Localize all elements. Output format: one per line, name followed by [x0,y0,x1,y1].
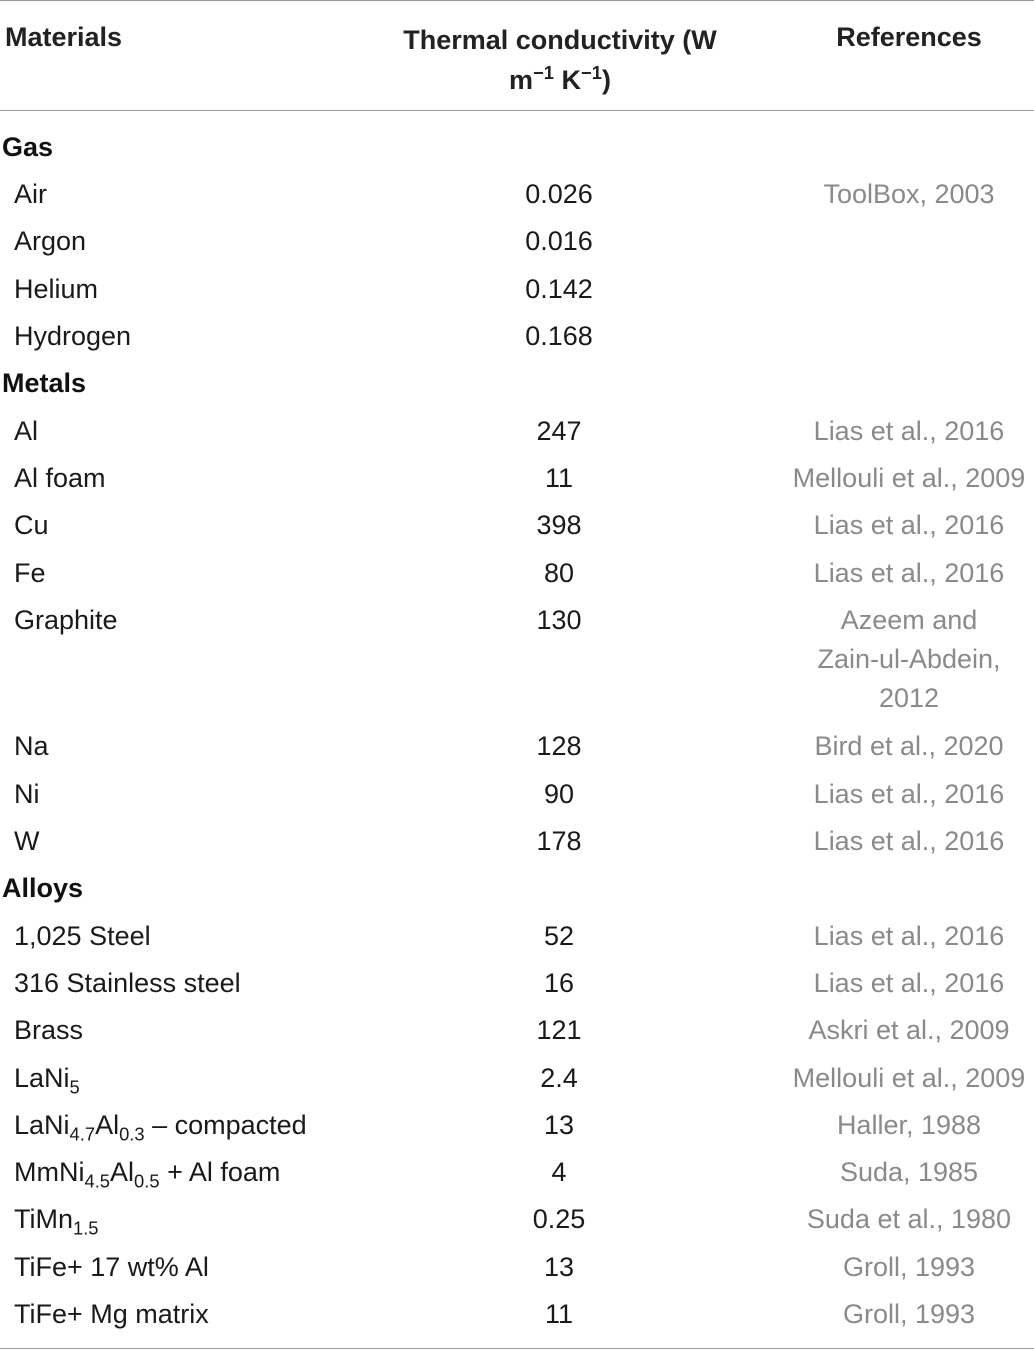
reference-graphite [784,601,1034,718]
reference-w: Lias et al., 2016 [813,826,1005,856]
header-materials: Materials [5,22,123,52]
value-lani5: 2.4 [540,1063,578,1093]
reference-lani5: Mellouli et al., 2009 [792,1063,1026,1093]
header-tc-m: m [509,65,534,95]
value-al: 247 [536,416,582,446]
material-w: W [14,826,40,856]
material-air: Air [14,179,47,209]
header-tc-close: ) [601,65,611,95]
header-rule [0,110,1034,111]
reference-fe: Lias et al., 2016 [813,558,1005,588]
reference-al-foam: Mellouli et al., 2009 [792,463,1026,493]
material-tife-mg: TiFe+ Mg matrix [14,1299,209,1329]
material-1025-steel: 1,025 Steel [14,921,151,951]
section-alloys: Alloys [2,873,84,903]
material-cu: Cu [14,510,49,540]
timn15-sub: 1.5 [73,1217,99,1239]
header-tc-m-exp: −1 [533,62,554,83]
mmni45al05-sub2: 0.5 [134,1170,160,1192]
reference-graphite-line2: Zain-ul-Abdein, [817,644,1001,674]
value-w: 178 [536,826,582,856]
material-316-stainless: 316 Stainless steel [14,968,241,998]
material-na: Na [14,731,49,761]
mmni45al05-p3: + Al foam [159,1157,281,1187]
value-lani47al03: 13 [543,1110,575,1140]
material-timn15 [14,1202,99,1239]
material-lani5 [14,1061,80,1098]
reference-tife-mg: Groll, 1993 [842,1299,976,1329]
value-tife-al: 13 [543,1252,575,1282]
value-al-foam: 11 [544,463,574,493]
header-tc-k: K [561,65,582,95]
lani5-base: LaNi [14,1063,70,1093]
value-hydrogen: 0.168 [525,321,593,351]
reference-lani47al03: Haller, 1988 [836,1110,982,1140]
reference-na: Bird et al., 2020 [814,731,1004,761]
lani5-sub: 5 [69,1076,80,1098]
header-tc-k-exp: −1 [581,62,602,83]
mmni45al05-p1: MmNi [14,1157,85,1187]
lani47al03-p1: LaNi [14,1110,70,1140]
section-gas: Gas [2,132,54,162]
lani47al03-p2: Al [95,1110,120,1140]
material-mmni45al05 [14,1155,281,1192]
material-graphite: Graphite [14,605,118,635]
lani47al03-p3: – compacted [144,1110,307,1140]
value-fe: 80 [543,558,575,588]
reference-air: ToolBox, 2003 [823,179,995,209]
value-mmni45al05: 4 [551,1157,567,1187]
reference-graphite-line3: 2012 [878,683,940,713]
header-references: References [836,22,982,52]
header-thermal-conductivity [388,20,732,100]
reference-cu: Lias et al., 2016 [813,510,1005,540]
value-ni: 90 [543,779,575,809]
value-helium: 0.142 [525,274,593,304]
material-al-foam: Al foam [14,463,106,493]
reference-316-stainless: Lias et al., 2016 [813,968,1005,998]
section-metals: Metals [2,368,87,398]
value-1025-steel: 52 [543,921,575,951]
material-lani47al03 [14,1108,307,1145]
reference-al: Lias et al., 2016 [813,416,1005,446]
value-timn15: 0.25 [532,1204,586,1234]
material-argon: Argon [14,226,87,256]
reference-graphite-line1: Azeem and [840,605,978,635]
mmni45al05-p2: Al [110,1157,135,1187]
lani47al03-sub2: 0.3 [119,1123,145,1145]
reference-mmni45al05: Suda, 1985 [839,1157,979,1187]
timn15-base: TiMn [14,1204,73,1234]
value-air: 0.026 [525,179,593,209]
value-brass: 121 [536,1015,582,1045]
material-ni: Ni [14,779,40,809]
material-hydrogen: Hydrogen [14,321,132,351]
value-graphite: 130 [536,605,582,635]
value-tife-mg: 11 [544,1299,574,1329]
reference-1025-steel: Lias et al., 2016 [813,921,1005,951]
lani47al03-sub1: 4.7 [69,1123,96,1145]
reference-brass: Askri et al., 2009 [808,1015,1010,1045]
reference-ni: Lias et al., 2016 [813,779,1005,809]
value-cu: 398 [536,510,582,540]
value-na: 128 [536,731,582,761]
reference-tife-al: Groll, 1993 [842,1252,976,1282]
material-fe: Fe [14,558,46,588]
top-rule [0,0,1034,1]
bottom-rule [0,1348,1034,1349]
material-tife-al: TiFe+ 17 wt% Al [14,1252,209,1282]
material-al: Al [14,416,39,446]
value-316-stainless: 16 [543,968,575,998]
reference-timn15: Suda et al., 1980 [806,1204,1012,1234]
header-tc-line1: Thermal conductivity (W [403,25,717,55]
value-argon: 0.016 [525,226,593,256]
material-helium: Helium [14,274,99,304]
material-brass: Brass [14,1015,84,1045]
mmni45al05-sub1: 4.5 [84,1170,111,1192]
